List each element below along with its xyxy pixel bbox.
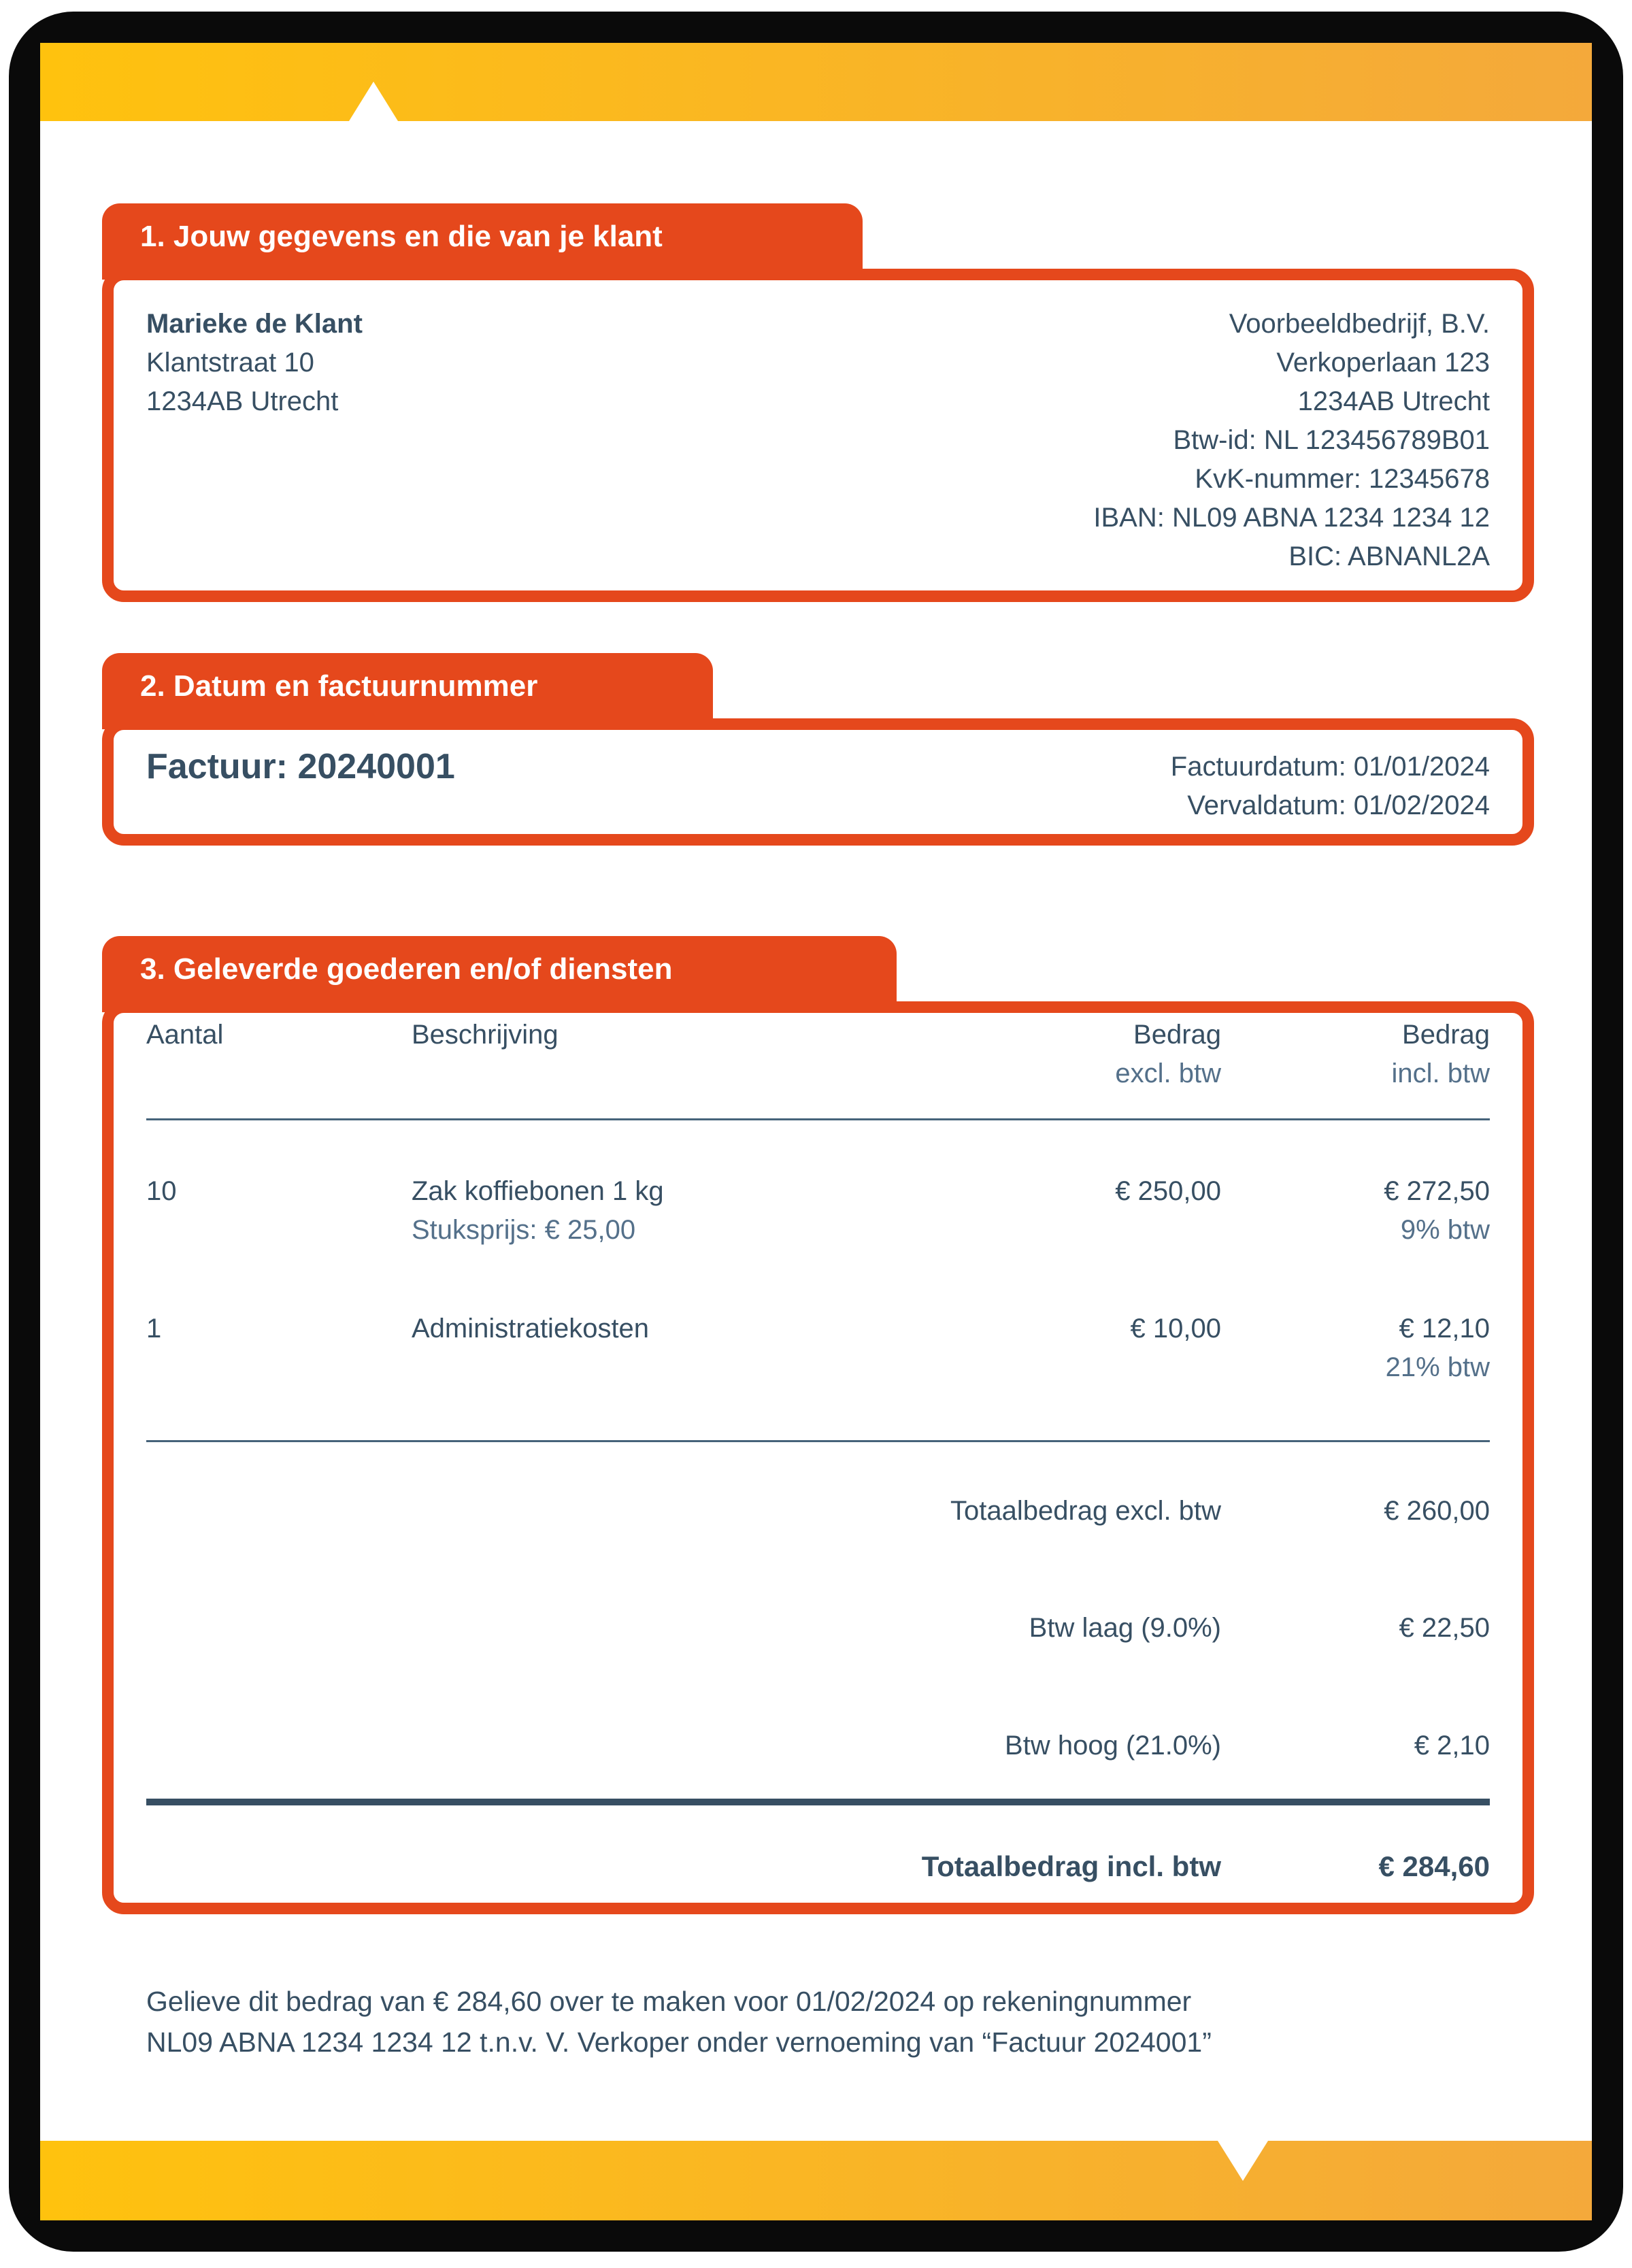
row1-description	[412, 1172, 997, 1250]
section1-title: 1. Jouw gegevens en die van je klant	[140, 220, 663, 253]
bottom-notch-triangle	[1218, 2141, 1268, 2181]
top-notch-triangle	[349, 82, 398, 121]
header-amount-incl-line2: incl. btw	[1391, 1058, 1490, 1088]
section3-panel	[102, 1001, 1534, 1914]
total-row-excl	[146, 1492, 1490, 1531]
vat-high-value: € 2,10	[1414, 1731, 1490, 1761]
header-amount-excl-line1: Bedrag	[1133, 1020, 1221, 1050]
row1-description-main: Zak koffiebonen 1 kg	[412, 1176, 664, 1206]
payment-instruction-line1: Gelieve dit bedrag van € 284,60 over te maken voor 01/02/2024 op rekeningnummer	[146, 1986, 1192, 2017]
grand-total-divider	[146, 1799, 1490, 1805]
seller-address-block	[1093, 305, 1490, 576]
customer-street: Klantstraat 10	[146, 348, 314, 378]
vat-high-label: Btw hoog (21.0%)	[1005, 1731, 1221, 1761]
payment-instruction	[146, 1981, 1493, 2063]
top-accent-bar	[40, 43, 1592, 121]
bottom-accent-bar	[40, 2141, 1592, 2220]
seller-city: 1234AB Utrecht	[1297, 386, 1490, 416]
customer-city: 1234AB Utrecht	[146, 386, 339, 416]
seller-company: Voorbeeldbedrijf, B.V.	[1229, 309, 1490, 339]
total-row-vat-low	[146, 1609, 1490, 1648]
row2-amount-incl-value: € 12,10	[1399, 1314, 1490, 1344]
invoice-number: Factuur: 20240001	[146, 747, 455, 786]
row2-amount-excl: € 10,00	[1130, 1314, 1221, 1344]
table-divider-bottom	[146, 1440, 1490, 1442]
header-description: Beschrijving	[412, 1020, 559, 1050]
total-excl-value: € 260,00	[1384, 1496, 1490, 1526]
total-excl-label: Totaalbedrag excl. btw	[950, 1496, 1221, 1526]
table-row	[146, 1172, 1490, 1250]
grand-total-label: Totaalbedrag incl. btw	[921, 1850, 1221, 1882]
section2-panel	[102, 718, 1534, 846]
total-row-vat-high	[146, 1727, 1490, 1765]
row1-unit-price: Stuksprijs: € 25,00	[412, 1215, 636, 1245]
header-qty: Aantal	[146, 1020, 224, 1050]
section-date-invoice-number	[102, 653, 1534, 846]
seller-bic: BIC: ABNANL2A	[1288, 541, 1490, 571]
section2-header	[102, 653, 713, 729]
header-amount-incl-line1: Bedrag	[1402, 1020, 1490, 1050]
section2-title: 2. Datum en factuurnummer	[140, 669, 538, 703]
row1-qty: 10	[146, 1176, 177, 1206]
vat-low-label: Btw laag (9.0%)	[1029, 1613, 1221, 1643]
seller-iban: IBAN: NL09 ABNA 1234 1234 12	[1093, 503, 1490, 533]
invoice-date: Factuurdatum: 01/01/2024	[1170, 752, 1490, 782]
table-divider-top	[146, 1118, 1490, 1120]
header-amount-incl	[1221, 1016, 1490, 1093]
row2-vat-rate: 21% btw	[1385, 1352, 1490, 1382]
row2-amount-incl	[1221, 1310, 1490, 1387]
section3-title: 3. Geleverde goederen en/of diensten	[140, 952, 673, 986]
table-header-row	[146, 1016, 1490, 1093]
row2-description	[412, 1310, 997, 1387]
invoice-dates-block	[1171, 748, 1490, 825]
vat-low-value: € 22,50	[1399, 1613, 1490, 1643]
payment-instruction-line2: NL09 ABNA 1234 1234 12 t.n.v. V. Verkoper onder vernoeming van “Factuur 2024001”	[146, 2027, 1212, 2058]
row1-vat-rate: 9% btw	[1400, 1215, 1490, 1245]
header-amount-excl	[997, 1016, 1221, 1093]
seller-btw-id: Btw-id: NL 123456789B01	[1173, 425, 1490, 455]
grand-total-row	[146, 1847, 1490, 1886]
table-row	[146, 1310, 1490, 1387]
seller-kvk-number: KvK-nummer: 12345678	[1195, 464, 1490, 494]
customer-name: Marieke de Klant	[146, 309, 363, 339]
customer-address-block	[146, 305, 363, 576]
header-amount-excl-line2: excl. btw	[1115, 1058, 1221, 1088]
section3-header	[102, 936, 897, 1012]
section1-panel	[102, 269, 1534, 602]
section1-header	[102, 203, 863, 280]
grand-total-value: € 284,60	[1378, 1850, 1490, 1882]
row2-qty: 1	[146, 1314, 162, 1344]
row2-description-main: Administratiekosten	[412, 1314, 650, 1344]
section-customer-details	[102, 203, 1534, 602]
due-date: Vervaldatum: 01/02/2024	[1187, 790, 1490, 820]
row1-amount-incl	[1221, 1172, 1490, 1250]
row1-amount-incl-value: € 272,50	[1384, 1176, 1490, 1206]
row1-amount-excl: € 250,00	[1115, 1176, 1221, 1206]
seller-street: Verkoperlaan 123	[1276, 348, 1490, 378]
section-goods-services	[102, 936, 1534, 1914]
